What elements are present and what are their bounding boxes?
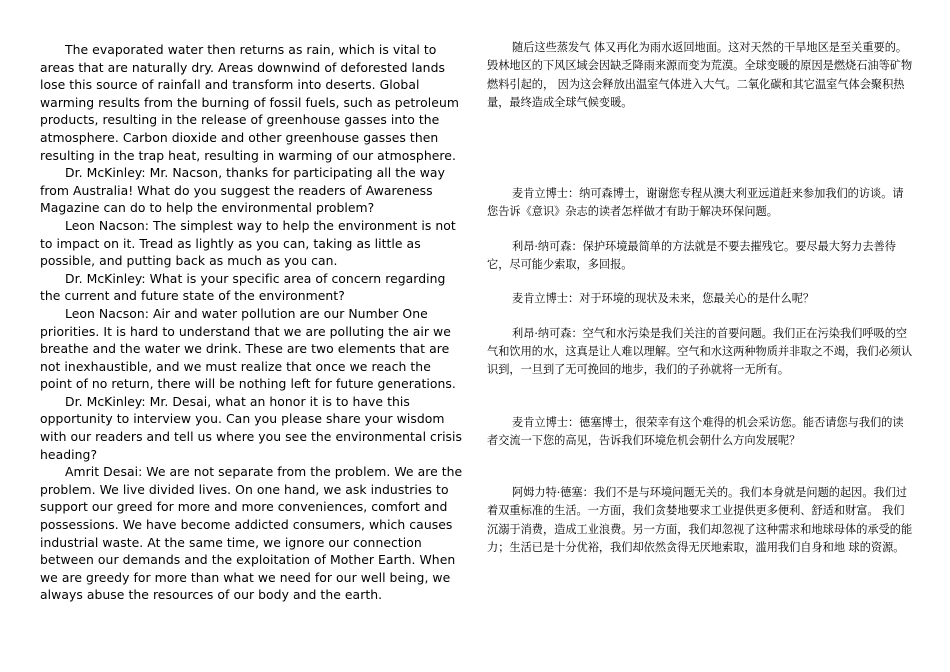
english-paragraph-mckinley-question-desai: Dr. McKinley: Mr. Desai, what an honor it is to have this opportunity to interview you. Can you please share your wisdom with our readers and tell us where you see the environmental crisis heading?: [40, 393, 463, 462]
english-column: [40, 41, 466, 604]
chinese-paragraph-desai-answer: 阿姆力特·德塞：我们不是与环境问题无关的。我们本身就是问题的起因。我们过着双重标准的生活。一方面，我们贪婪地要求工业提供更多便利、舒适和财富。 我们沉溺于消费，造成工业浪费。另一方面，我们却忽视了这种需求和地球母体的承受的能力；生活已是十分优裕，我们却依然贪得无厌地索取，滥用我们自身和地 球的资源。: [487, 486, 913, 555]
chinese-paragraph-mckinley-question-concern: 麦肯立博士：对于环境的现状及未来，您最关心的是什么呢？: [512, 292, 815, 306]
english-paragraph-mckinley-question-nacson: Dr. McKinley: Mr. Nacson, thanks for participating all the way from Australia! What do you suggest the readers of Awareness Magazine can do to help the environmental problem?: [40, 165, 445, 216]
english-paragraph-evaporation: The evaporated water then returns as rain, which is vital to areas that are naturally dry. Areas downwind of deforested lands lose this source of rainfall and transform into deserts. Global warming results from the burning of fossil fuels, such as petroleum products, resulting in the release of greenhouse gasses into the atmosphere. Carbon dioxide and other greenhouse gasses then resulting in the trap heat, resulting in warming of our atmosphere.: [40, 42, 459, 163]
chinese-paragraph-mckinley-question-desai: 麦肯立博士：德塞博士，很荣幸有这个难得的机会采访您。能否请您与我们的读者交流一下您的高见，告诉我们环境危机会朝什么方向发展呢？: [487, 415, 904, 447]
english-paragraph-nacson-answer-1: Leon Nacson: The simplest way to help the environment is not to impact on it. Tread as lightly as you can, taking as little as possible, and putting back as much as you can.: [40, 217, 456, 269]
chinese-paragraph-nacson-answer-2: 利昂·纳可森：空气和水污染是我们关注的首要问题。我们正在污染我们呼吸的空气和饮用的水，这真是让人难以理解。空气和水这两种物质并非取之不竭，我们必须认识到，一旦到了无可挽回的地步，我们的子孙就将一无所有。: [487, 326, 913, 377]
english-paragraph-mckinley-question-concern: Dr. McKinley: What is your specific area of concern regarding the current and future state of the environment?: [40, 270, 446, 304]
chinese-paragraph-evaporation: 随后这些蒸发气 体又再化为雨水返回地面。这对天然的干旱地区是至关重要的。毁林地区的下风区域会因缺乏降雨来源而变为荒漠。全球变暖的原因是燃烧石油等矿物燃料引起的， 因为这会释放出温室气体进入大气。二氧化碳和其它温室气体会聚积热量，最终造成全球气候变暖。: [487, 41, 913, 109]
chinese-column: [487, 39, 913, 557]
chinese-paragraph-mckinley-question-nacson: 麦肯立博士：纳可森博士，谢谢您专程从澳大利亚远道赶来参加我们的访谈。请您告诉《意识》杂志的读者怎样做才有助于解决环保问题。: [487, 187, 904, 219]
english-paragraph-nacson-answer-2: Leon Nacson: Air and water pollution are our Number One priorities. It is hard to understand that we are polluting the air we breathe and the water we drink. These are two elements that are not inexhaustible, and we must realize that once we reach the point of no return, there will be nothing left for future generations.: [40, 305, 456, 392]
chinese-paragraph-nacson-answer-1: 利昂·纳可森：保护环境最简单的方法就是不要去摧残它。要尽最大努力去善待它，尽可能少索取，多回报。: [487, 239, 896, 272]
english-paragraph-desai-answer: Amrit Desai: We are not separate from the problem. We are the problem. We live divided lives. On one hand, we ask industries to support our greed for more and more conveniences, comfort and possessions. We have become addicted consumers, which causes industrial waste. At the same time, we ignore our connection between our demands and the exploitation of Mother Earth. When we are greedy for more than what we need for our well being, we always abuse the resources of our body and the earth.: [40, 464, 463, 603]
